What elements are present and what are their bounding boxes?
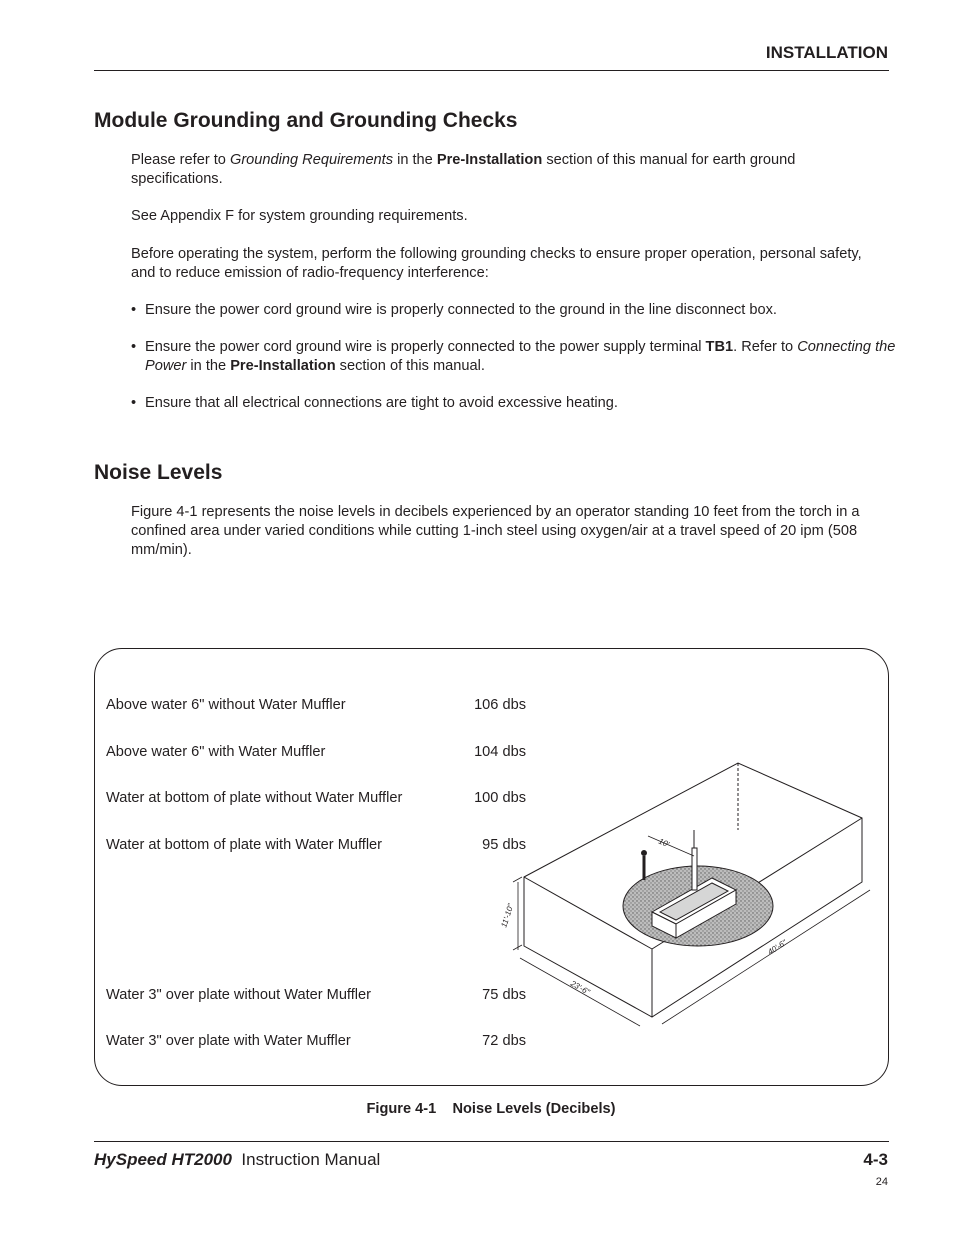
- bullet-text: Ensure the power cord ground wire is properly connected to the power supply terminal: [145, 339, 706, 355]
- noise-row-label: Water 3" over plate without Water Muffler: [106, 987, 371, 1003]
- footer-title: [94, 1150, 380, 1170]
- bullet-icon: •: [131, 395, 137, 411]
- text-run: Please refer to: [131, 152, 230, 168]
- text-run: in the: [393, 152, 437, 168]
- noise-row-label: Water at bottom of plate without Water Muffler: [106, 790, 403, 806]
- bullet-text: . Refer to: [733, 339, 798, 355]
- product-name: HySpeed HT2000: [94, 1150, 232, 1169]
- width-dimension-label: 23'-6": [569, 978, 592, 997]
- noise-row-label: Water at bottom of plate with Water Muffler: [106, 837, 383, 853]
- noise-paragraph: Figure 4-1 represents the noise levels in decibels experienced by an operator standing 10 feet from the torch in a confined area under varied conditions while cutting 1-inch steel using oxygen/air at a travel speed of 20 ipm (508 mm/min).: [131, 504, 860, 558]
- height-dimension-label: 11'-10": [499, 902, 516, 929]
- text-run: section of this manual for earth ground specifications.: [131, 152, 796, 187]
- noise-row-label: Above water 6" without Water Muffler: [106, 697, 346, 713]
- bullet-text: section of this manual.: [335, 358, 485, 374]
- noise-row-label: Water 3" over plate with Water Muffler: [106, 1033, 351, 1049]
- noise-row-label: Above water 6" with Water Muffler: [106, 744, 326, 760]
- noise-row-value: 106 dbs: [474, 697, 526, 713]
- figure-caption: Figure 4-1 Noise Levels (Decibels): [366, 1101, 616, 1117]
- noise-title: Noise Levels: [94, 461, 223, 484]
- grounding-title: Module Grounding and Grounding Checks: [94, 109, 518, 132]
- operator-head-icon: [642, 851, 647, 856]
- dimension-tick: [513, 945, 522, 950]
- footer-rule: [94, 1141, 889, 1142]
- distance-dimension-line: [648, 836, 694, 856]
- grounding-paragraph-3: Before operating the system, perform the following grounding checks to ensure proper operation, personal safety, and to reduce emission of radio-frequency interference:: [131, 246, 862, 281]
- sheet-number: 24: [875, 1176, 888, 1188]
- section-header: INSTALLATION: [765, 43, 888, 62]
- bullet-text: Ensure that all electrical connections are tight to avoid excessive heating.: [145, 395, 618, 411]
- torch-icon: [692, 848, 697, 890]
- bullet-icon: •: [131, 339, 137, 355]
- noise-row-value: 95 dbs: [482, 837, 526, 853]
- bullet-text: Ensure the power cord ground wire is properly connected to the ground in the line disconnect box.: [145, 302, 777, 318]
- distance-dimension-label: 10': [657, 836, 671, 850]
- noise-row-value: 104 dbs: [474, 744, 526, 760]
- tb1-ref: TB1: [705, 339, 734, 355]
- pre-installation-ref: Pre-Installation: [436, 152, 543, 168]
- noise-row-value: 75 dbs: [482, 987, 526, 1003]
- dimension-tick: [513, 877, 522, 882]
- connecting-power-ref: Connecting the Power: [145, 339, 896, 374]
- noise-row-value: 72 dbs: [482, 1033, 526, 1049]
- grounding-paragraph-2: See Appendix F for system grounding requirements.: [131, 208, 468, 224]
- noise-row-value: 100 dbs: [474, 790, 526, 806]
- pre-installation-ref: Pre-Installation: [230, 358, 336, 374]
- page-number: 4-3: [863, 1150, 888, 1169]
- length-dimension-label: 40'-6": [766, 938, 789, 957]
- bullet-text: in the: [186, 358, 231, 374]
- grounding-requirements-ref: Grounding Requirements: [229, 152, 394, 168]
- bullet-icon: •: [131, 302, 137, 318]
- manual-name: Instruction Manual: [241, 1150, 381, 1169]
